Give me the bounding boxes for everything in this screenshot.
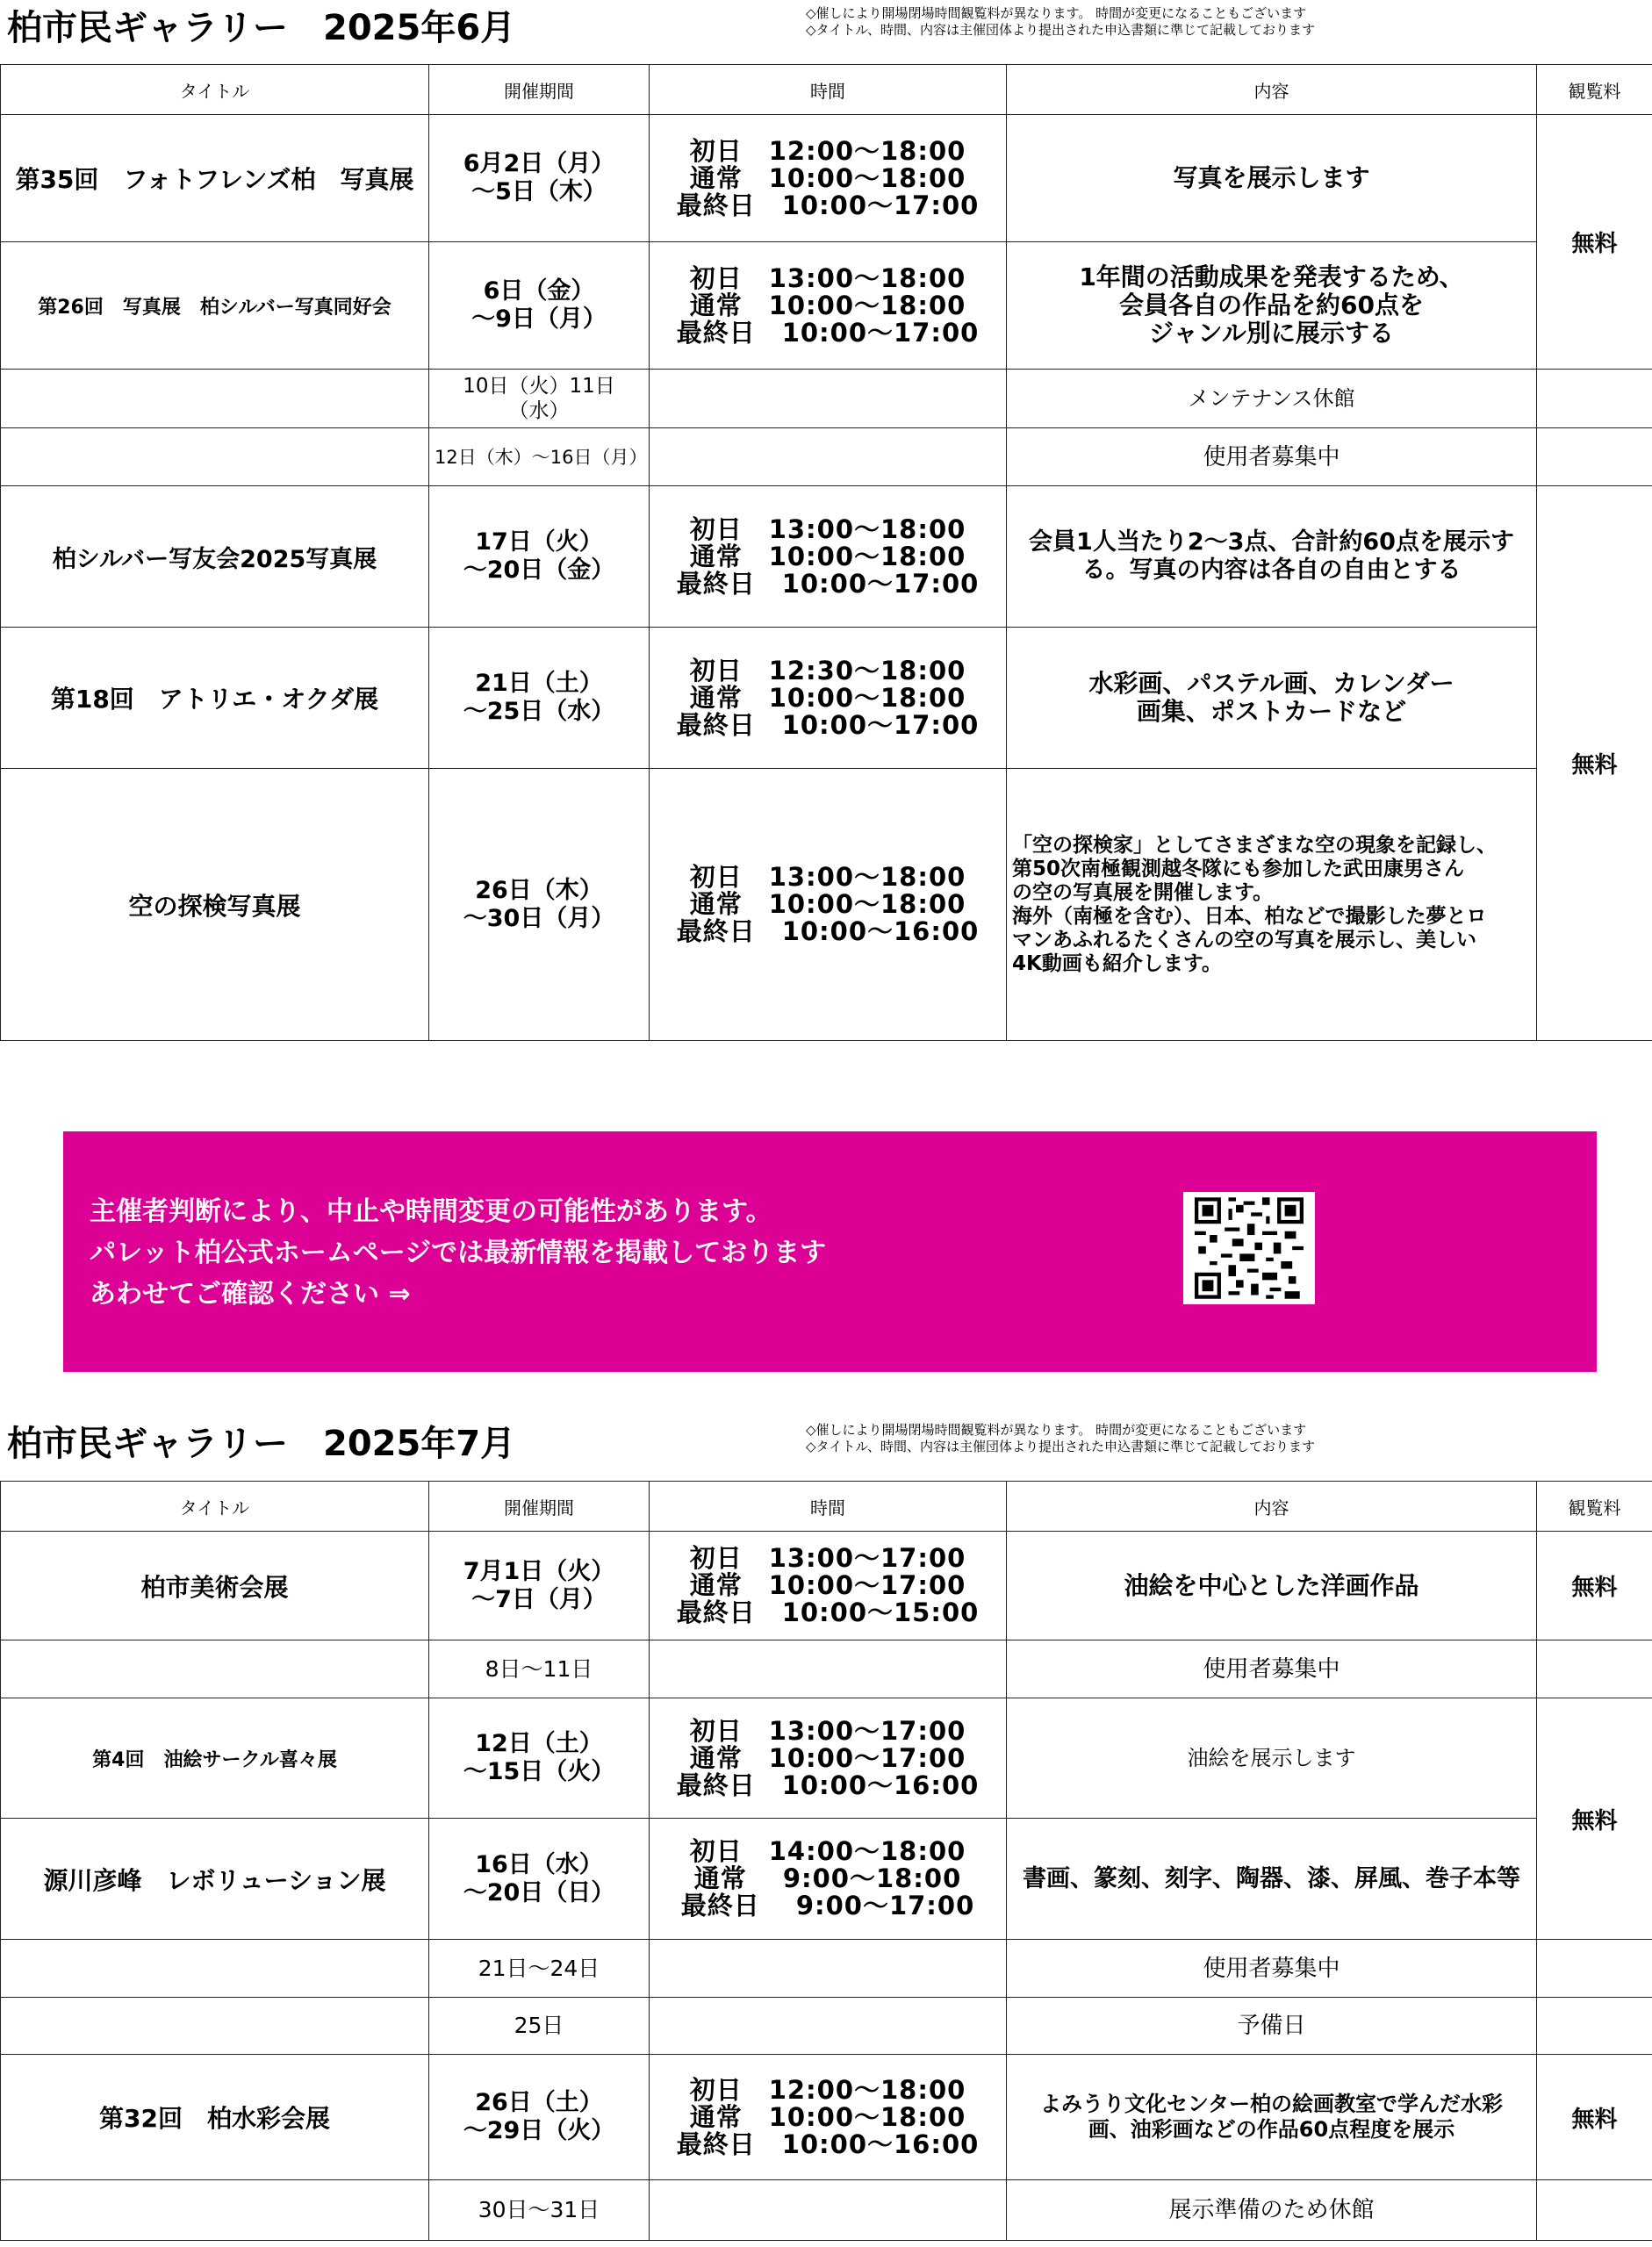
- table-row: [1, 1998, 1652, 2055]
- event-content: よみうり文化センター柏の絵画教室で学んだ水彩 画、油彩画などの作品60点程度を展示: [1007, 2055, 1537, 2180]
- event-title: 空の探検写真展: [1, 769, 429, 1041]
- fee-cell: [1537, 428, 1652, 486]
- event-title: [1, 1940, 429, 1998]
- fee-cell: [1537, 370, 1652, 428]
- event-title: 第26回 写真展 柏シルバー写真同好会: [1, 242, 429, 370]
- event-content: 使用者募集中: [1007, 1640, 1537, 1698]
- event-content: 予備日: [1007, 1998, 1537, 2055]
- event-content: 写真を展示します: [1007, 115, 1537, 242]
- event-content: 展示準備のため休館: [1007, 2180, 1537, 2241]
- event-title: [1, 2180, 429, 2241]
- event-content: 使用者募集中: [1007, 428, 1537, 486]
- event-period: 30日～31日: [429, 2180, 650, 2241]
- event-title: 第35回 フォトフレンズ柏 写真展: [1, 115, 429, 242]
- july-title: 柏市民ギャラリー 2025年7月: [7, 1424, 516, 1464]
- table-row: [1, 1640, 1652, 1698]
- july-notes: [806, 1422, 1315, 1455]
- header-time: 時間: [650, 65, 1007, 115]
- event-title: [1, 1998, 429, 2055]
- event-title: 第18回 アトリエ・オクダ展: [1, 628, 429, 769]
- event-period: 25日: [429, 1998, 650, 2055]
- table-row: [1, 1698, 1652, 1819]
- qr-code[interactable]: [1183, 1192, 1315, 1304]
- fee-cell: 無料: [1537, 1532, 1652, 1640]
- header-time: 時間: [650, 1482, 1007, 1532]
- event-times: [650, 1640, 1007, 1698]
- june-title: 柏市民ギャラリー 2025年6月: [7, 8, 516, 48]
- fee-cell: [1537, 1998, 1652, 2055]
- event-times: 初日 12:30～18:00 通常 10:00～18:00 最終日 10:00～17:00: [650, 628, 1007, 769]
- table-row: [1, 1940, 1652, 1998]
- event-period: 26日（土） ～29日（火）: [429, 2055, 650, 2180]
- notice-banner: [63, 1131, 1597, 1372]
- event-period: 26日（木） ～30日（月）: [429, 769, 650, 1041]
- event-title: 源川彦峰 レボリューション展: [1, 1819, 429, 1940]
- event-content: メンテナンス休館: [1007, 370, 1537, 428]
- fee-cell: 無料: [1537, 2055, 1652, 2180]
- event-period: 7月1日（火） ～7日（月）: [429, 1532, 650, 1640]
- table-row: [1, 486, 1652, 628]
- event-title: 柏市美術会展: [1, 1532, 429, 1640]
- table-row: [1, 1819, 1652, 1940]
- event-times: 初日 13:00～18:00 通常 10:00～18:00 最終日 10:00～16:00: [650, 769, 1007, 1041]
- note-line: ◇催しにより開場閉場時間観覧料が異なります。 時間が変更になることもございます: [806, 1422, 1307, 1438]
- fee-cell: [1537, 2180, 1652, 2241]
- event-content: 書画、篆刻、刻字、陶器、漆、屏風、巻子本等: [1007, 1819, 1537, 1940]
- fee-cell: 無料: [1537, 486, 1652, 1041]
- table-row: [1, 628, 1652, 769]
- header-fee: 観覧料: [1537, 1482, 1652, 1532]
- table-header-row: [1, 1482, 1652, 1532]
- table-header-row: [1, 65, 1652, 115]
- event-times: 初日 14:00～18:00 通常 9:00～18:00 最終日 9:00～17:00: [650, 1819, 1007, 1940]
- header-title: タイトル: [1, 65, 429, 115]
- header-content: 内容: [1007, 65, 1537, 115]
- event-content: 水彩画、パステル画、カレンダー 画集、ポストカードなど: [1007, 628, 1537, 769]
- table-row: [1, 2055, 1652, 2180]
- header-title: タイトル: [1, 1482, 429, 1532]
- event-content: 「空の探検家」としてさまざまな空の現象を記録し、 第50次南極観測越冬隊にも参加した武田康男さん の空の写真展を開催します。 海外（南極を含む）、日本、柏などで撮影した夢とロ マンあふれるたくさんの空の写真を展示し、美しい 4K動画も紹介します。: [1007, 769, 1537, 1041]
- event-title: [1, 1640, 429, 1698]
- fee-cell: 無料: [1537, 115, 1652, 370]
- fee-cell: [1537, 1640, 1652, 1698]
- event-period: 8日～11日: [429, 1640, 650, 1698]
- table-row: [1, 769, 1652, 1041]
- note-line: ◇催しにより開場閉場時間観覧料が異なります。 時間が変更になることもございます: [806, 5, 1307, 21]
- event-title: 第32回 柏水彩会展: [1, 2055, 429, 2180]
- event-times: [650, 370, 1007, 428]
- note-line: ◇タイトル、時間、内容は主催団体より提出された申込書類に準じて記載しております: [806, 1439, 1316, 1454]
- event-title: [1, 370, 429, 428]
- event-times: 初日 12:00～18:00 通常 10:00～18:00 最終日 10:00～17:00: [650, 115, 1007, 242]
- event-period: 16日（水） ～20日（日）: [429, 1819, 650, 1940]
- fee-cell: [1537, 1940, 1652, 1998]
- note-line: ◇タイトル、時間、内容は主催団体より提出された申込書類に準じて記載しております: [806, 22, 1316, 38]
- event-times: 初日 13:00～17:00 通常 10:00～17:00 最終日 10:00～16:00: [650, 1698, 1007, 1819]
- header-period: 開催期間: [429, 1482, 650, 1532]
- table-row: [1, 428, 1652, 486]
- event-times: [650, 1940, 1007, 1998]
- event-title: 柏シルバー写友会2025写真展: [1, 486, 429, 628]
- header-fee: 観覧料: [1537, 65, 1652, 115]
- event-period: 17日（火） ～20日（金）: [429, 486, 650, 628]
- table-row: [1, 2180, 1652, 2241]
- table-row: [1, 1532, 1652, 1640]
- table-row: [1, 115, 1652, 242]
- event-content: 使用者募集中: [1007, 1940, 1537, 1998]
- event-period: 10日（火）11日 （水）: [429, 370, 650, 428]
- qr-code-icon: [1195, 1197, 1304, 1299]
- event-times: [650, 1998, 1007, 2055]
- event-times: [650, 2180, 1007, 2241]
- june-notes: [806, 5, 1315, 39]
- event-content: 油絵を展示します: [1007, 1698, 1537, 1819]
- event-times: 初日 13:00～17:00 通常 10:00～17:00 最終日 10:00～15:00: [650, 1532, 1007, 1640]
- event-content: 1年間の活動成果を発表するため、 会員各自の作品を約60点を ジャンル別に展示する: [1007, 242, 1537, 370]
- table-row: [1, 242, 1652, 370]
- event-period: 6月2日（月） ～5日（木）: [429, 115, 650, 242]
- event-period: 21日（土） ～25日（水）: [429, 628, 650, 769]
- event-times: 初日 13:00～18:00 通常 10:00～18:00 最終日 10:00～17:00: [650, 242, 1007, 370]
- july-schedule-table: [0, 1481, 1652, 2241]
- event-period: 12日（土） ～15日（火）: [429, 1698, 650, 1819]
- event-title: 第4回 油絵サークル喜々展: [1, 1698, 429, 1819]
- header-period: 開催期間: [429, 65, 650, 115]
- event-period: 21日～24日: [429, 1940, 650, 1998]
- fee-cell: 無料: [1537, 1698, 1652, 1940]
- table-row: [1, 370, 1652, 428]
- banner-text: 主催者判断により、中止や時間変更の可能性があります。 パレット柏公式ホームページでは最新情報を掲載しております あわせてご確認ください ⇒: [90, 1196, 827, 1310]
- event-period: 6日（金） ～9日（月）: [429, 242, 650, 370]
- event-times: 初日 13:00～18:00 通常 10:00～18:00 最終日 10:00～17:00: [650, 486, 1007, 628]
- june-schedule-table: [0, 64, 1652, 1041]
- event-times: [650, 428, 1007, 486]
- event-content: 油絵を中心とした洋画作品: [1007, 1532, 1537, 1640]
- event-title: [1, 428, 429, 486]
- header-content: 内容: [1007, 1482, 1537, 1532]
- event-content: 会員1人当たり2～3点、合計約60点を展示す る。写真の内容は各自の自由とする: [1007, 486, 1537, 628]
- event-period: 12日（木）～16日（月）: [429, 428, 650, 486]
- event-times: 初日 12:00～18:00 通常 10:00～18:00 最終日 10:00～16:00: [650, 2055, 1007, 2180]
